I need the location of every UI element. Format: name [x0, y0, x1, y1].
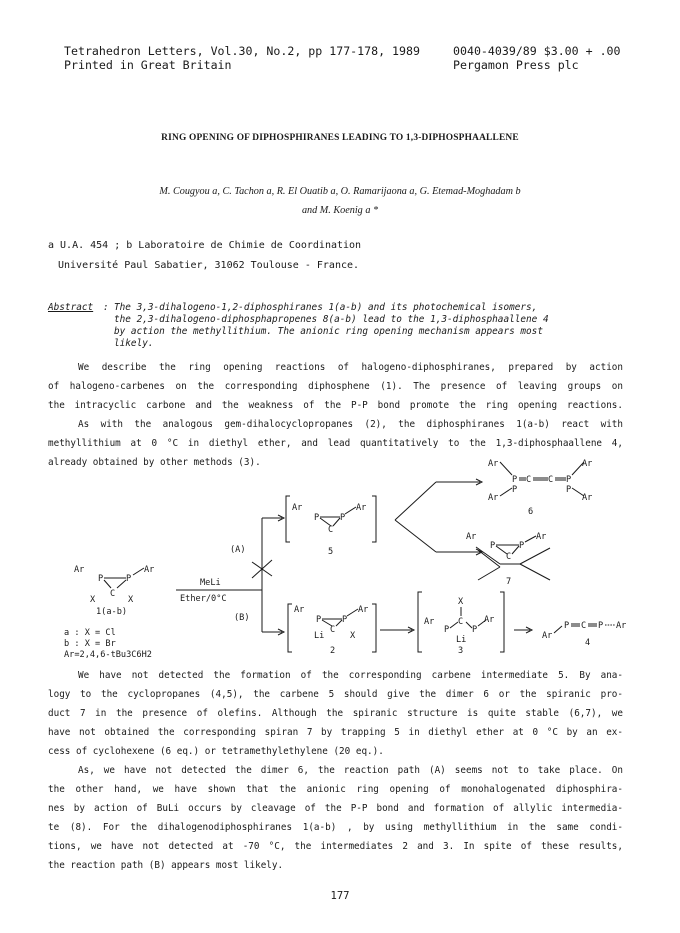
body-line: already obtained by other methods (3).: [48, 457, 261, 468]
body-line: As with the analogous gem-dihalocyclopropanes (2), the diphosphiranes 1(a-b) react with: [78, 419, 623, 430]
body-line: te (8). For the dihalogenodiphosphiranes 1(a-b) , by using methyllithium in the same condi-: [48, 822, 623, 833]
p-label: P: [512, 475, 518, 485]
publisher: Pergamon Press plc: [453, 58, 579, 72]
page-number: 177: [330, 890, 350, 902]
body-line: We have not detected the formation of the corresponding carbene intermediate 5. By ana-: [78, 670, 623, 681]
carbene-5-structure: [286, 496, 376, 557]
c-label: C: [581, 621, 587, 631]
arrow-to-6: [395, 482, 436, 520]
body-line: the reaction path (B) appears most likely.: [48, 860, 284, 871]
path-b-label: (B): [234, 613, 250, 623]
dimer-6-structure: [488, 459, 592, 517]
body-line: As, we have not detected the dimer 6, the reaction path (A) seems not to take place. On: [78, 765, 623, 776]
body-line: tions, we have not detected at -70 °C, the intermediates 2 and 3. In spite of these results,: [48, 841, 623, 852]
c-label: C: [110, 589, 116, 599]
legend-b: b : X = Br: [64, 639, 116, 649]
issn-price: 0040-4039/89 $3.00 + .00: [453, 44, 621, 58]
reagent-label: MeLi: [200, 578, 221, 588]
printed-in: Printed in Great Britain: [64, 58, 232, 72]
ar-label: Ar: [484, 615, 495, 625]
c-label: C: [548, 475, 554, 485]
spiran-7-structure: [466, 532, 550, 587]
ar-label: Ar: [74, 565, 85, 575]
intermediate-3-structure: [418, 592, 504, 656]
p-label: P: [564, 621, 570, 631]
authors-line-1: M. Cougyou a, C. Tachon a, R. El Ouatib a, O. Ramarijaona a, G. Etemad-Moghadam b: [159, 186, 521, 197]
ar-label: Ar: [144, 565, 155, 575]
p-label: P: [512, 485, 518, 495]
body-line: the intracyclic carbone and the weakness of the P-P bond promote the ring opening reactions.: [48, 400, 623, 411]
p-label: P: [342, 615, 348, 625]
p-label: P: [444, 625, 450, 635]
c-label: C: [328, 525, 334, 535]
li-label: Li: [314, 631, 325, 641]
p-label: P: [98, 574, 104, 584]
ar-label: Ar: [424, 617, 435, 627]
legend-ar: Ar=2,4,6-tBu3C6H2: [64, 650, 152, 660]
paper-title: RING OPENING OF DIPHOSPHIRANES LEADING TO 1,3-DIPHOSPHAALLENE: [161, 133, 519, 143]
body-line: methyllithium at 0 °C in diethyl ether, and lead quantitatively to the 1,3-diphosphaallene 4,: [48, 438, 623, 449]
li-label: Li: [456, 635, 467, 645]
authors-line-2: and M. Koenig a *: [301, 205, 379, 216]
x-label: X: [350, 631, 356, 641]
p-label: P: [566, 485, 572, 495]
p-label: P: [340, 513, 346, 523]
p-label: P: [316, 615, 322, 625]
intermediate-2-structure: [288, 604, 376, 656]
body-line: have not obtained the corresponding spiran 7 by trapping 5 in diethyl ether at 0 °C by an ex-: [48, 727, 623, 738]
ar-label: Ar: [358, 605, 369, 615]
x-label: X: [458, 597, 464, 607]
body-line: the other hand, we have shown that the anionic ring opening of monohalogenated diphosphira-: [48, 784, 623, 795]
body-line: cess of cyclohexene (6 eq.) or tetramethylethylene (20 eq.).: [48, 746, 384, 757]
abstract-label: Abstract: [48, 302, 94, 313]
arrow-to-7: [395, 520, 436, 552]
affiliation-line-1: a U.A. 454 ; b Laboratoire de Chimie de Coordination: [48, 240, 362, 251]
p-label: P: [490, 541, 496, 551]
ar-label: Ar: [356, 503, 367, 513]
p-label: P: [598, 621, 604, 631]
abstract-line: likely.: [114, 338, 154, 349]
ar-label: Ar: [294, 605, 305, 615]
p-label: P: [472, 625, 478, 635]
journal-citation: Tetrahedron Letters, Vol.30, No.2, pp 177-178, 1989: [64, 44, 420, 58]
legend-a: a : X = Cl: [64, 628, 116, 638]
x-label: X: [90, 595, 96, 605]
p-label: P: [314, 513, 320, 523]
ar-label: Ar: [542, 631, 553, 641]
body-line: logy to the cyclopropanes (4,5), the carbene 5 should give the dimer 6 or the spiranic pro-: [48, 689, 623, 700]
path-a-label: (A): [230, 545, 246, 555]
compound-number-5: 5: [328, 547, 334, 557]
ar-label: Ar: [488, 493, 499, 503]
p-label: P: [519, 541, 525, 551]
ar-label: Ar: [536, 532, 547, 542]
abstract-line: the 2,3-dihalogeno-diphosphapropenes 8(a-b) lead to the 1,3-diphosphaallene 4: [114, 314, 549, 325]
ar-label: Ar: [466, 532, 477, 542]
conditions-label: Ether/0°C: [180, 594, 227, 604]
ar-label: Ar: [582, 459, 593, 469]
diphosphirane-1-structure: [74, 565, 154, 617]
body-line: duct 7 in the presence of olefins. Although the spiranic structure is quite stable (6,7), we: [48, 708, 623, 719]
ar-label: Ar: [582, 493, 593, 503]
compound-number-4: 4: [585, 638, 591, 648]
p-label: P: [126, 574, 132, 584]
x-label: X: [128, 595, 134, 605]
c-label: C: [330, 625, 336, 635]
compound-number-3: 3: [458, 646, 464, 656]
diphosphaallene-4-structure: [542, 621, 626, 648]
abstract-line: The 3,3-dihalogeno-1,2-diphosphiranes 1(a-b) and its photochemical isomers,: [114, 302, 538, 313]
ar-label: Ar: [488, 459, 499, 469]
body-line: We describe the ring opening reactions of halogeno-diphosphiranes, prepared by action: [78, 362, 623, 373]
compound-number-1: 1(a-b): [96, 607, 128, 617]
affiliation-line-2: Université Paul Sabatier, 31062 Toulouse - France.: [58, 260, 360, 271]
p-label: P: [566, 475, 572, 485]
compound-number-2: 2: [330, 646, 336, 656]
body-line: nes by action of BuLi occurs by cleavage of the P-P bond and formation of allylic intermedia-: [48, 803, 623, 814]
ar-label: Ar: [616, 621, 627, 631]
abstract-line: by action the methyllithium. The anionic ring opening mechanism appears most: [114, 326, 543, 337]
c-label: C: [506, 552, 512, 562]
c-label: C: [458, 617, 464, 627]
body-line: of halogeno-carbenes on the corresponding diphosphene (1). The presence of leaving groups on: [48, 381, 623, 392]
abstract-colon: :: [103, 302, 109, 313]
c-label: C: [526, 475, 532, 485]
ar-label: Ar: [292, 503, 303, 513]
compound-number-6: 6: [528, 507, 534, 517]
compound-number-7: 7: [506, 577, 512, 587]
reaction-scheme: [0, 452, 680, 692]
